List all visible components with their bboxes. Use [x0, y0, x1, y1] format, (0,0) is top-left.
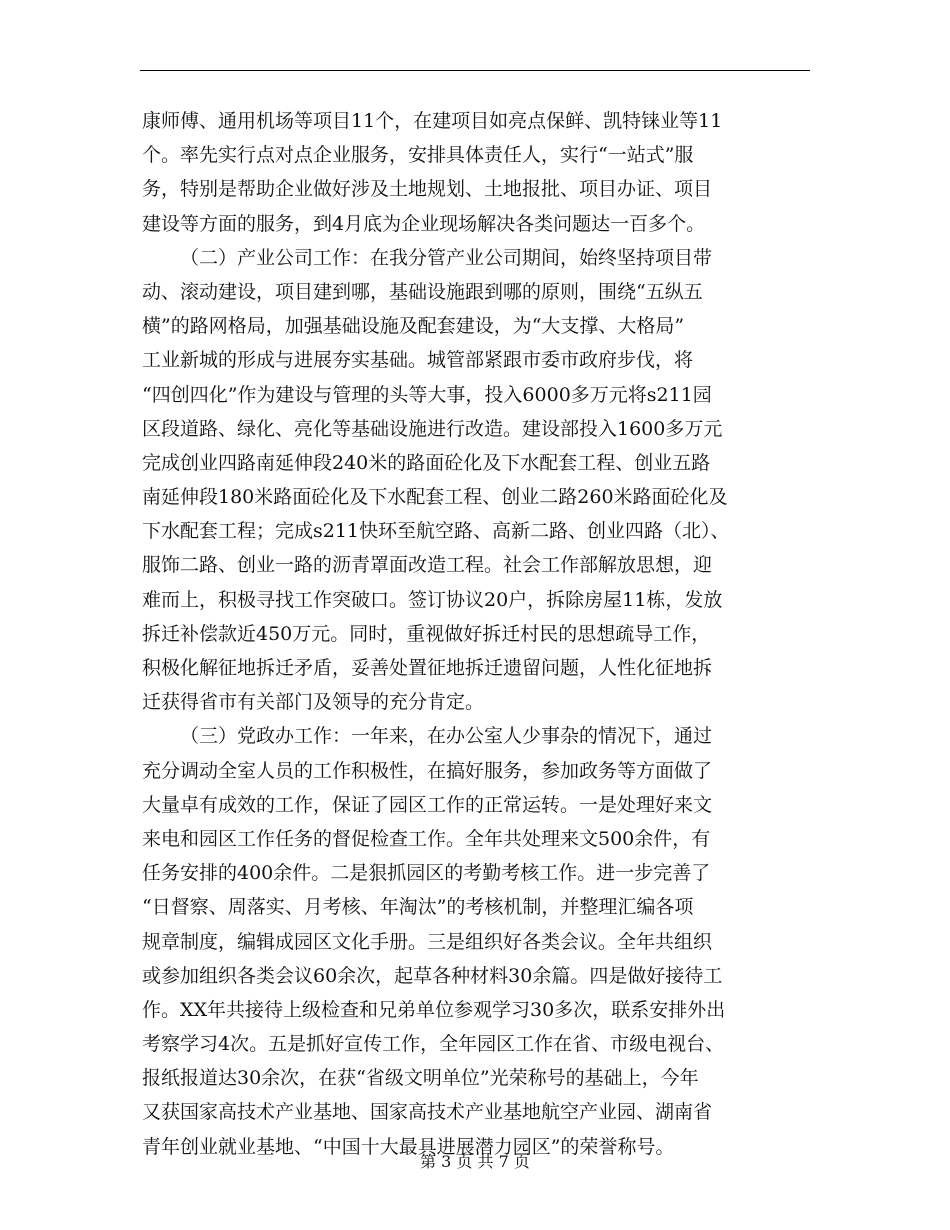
text-line: 规章制度，编辑成园区文化手册。三是组织好各类会议。全年共组织 [142, 930, 713, 953]
text-line: “日督察、周落实、月考核、年淘汰”的考核机制，并整理汇编各项 [142, 896, 694, 919]
header-rule [140, 70, 810, 71]
text-line: 大量卓有成效的工作，保证了园区工作的正常运转。一是处理好来文 [142, 793, 713, 816]
text-line: 下水配套工程；完成s211快环至航空路、高新二路、创业四路（北）、 [142, 520, 730, 543]
text-line: 报纸报道达30余次，在获“省级文明单位”光荣称号的基础上，今年 [142, 1067, 699, 1090]
text-line: 青年创业就业基地、“中国十大最具进展潜力园区”的荣誉称号。 [142, 1135, 675, 1158]
text-line: 南延伸段180米路面砼化及下水配套工程、创业二路260米路面砼化及 [142, 486, 728, 509]
document-body [142, 104, 810, 1164]
paragraph-first-line: （三）党政办工作：一年来，在办公室人少事杂的情况下，通过 [180, 725, 713, 748]
text-line: 来电和园区工作任务的督促检查工作。全年共处理来文500余件，有 [142, 827, 711, 850]
text-line: 积极化解征地拆迁矛盾，妥善处置征地拆迁遗留问题，人性化征地拆 [142, 657, 713, 679]
text-line: 工业新城的形成与进展夯实基础。城管部紧跟市委市政府步伐，将 [142, 349, 694, 372]
text-line: 务，特别是帮助企业做好涉及土地规划、土地报批、项目办证、项目 [142, 178, 713, 201]
text-line: 作。XX年共接待上级检查和兄弟单位参观学习30多次，联系安排外出 [142, 998, 726, 1021]
text-line: 动、滚动建设，项目建到哪，基础设施跟到哪的原则，围绕“五纵五 [142, 280, 703, 303]
text-line: 或参加组织各类会议60余次，起草各种材料30余篇。四是做好接待工 [142, 964, 723, 987]
text-line: 横”的路网格局，加强基础设施及配套建设，为“大支撑、大格局” [142, 315, 685, 338]
text-line: 考察学习4次。五是抓好宣传工作，全年园区工作在省、市级电视台、 [142, 1033, 725, 1056]
text-line: 拆迁补偿款近450万元。同时，重视做好拆迁村民的思想疏导工作， [142, 622, 711, 645]
paragraph-first-line: （二）产业公司工作：在我分管产业公司期间，始终坚持项目带 [180, 246, 713, 269]
text-line: 又获国家高技术产业基地、国家高技术产业基地航空产业园、湖南省 [142, 1101, 713, 1124]
text-line: 迁获得省市有关部门及领导的充分肯定。 [142, 691, 485, 714]
text-line: 任务安排的400余件。二是狠抓园区的考勤考核工作。进一步完善了 [142, 862, 711, 885]
text-line: “四创四化”作为建设与管理的头等大事，投入6000多万元将s211园 [142, 383, 712, 406]
text-line: 难而上，积极寻找工作突破口。签订协议20户，拆除房屋11栋，发放 [142, 588, 723, 611]
text-line: 康师傅、通用机场等项目11个，在建项目如亮点保鲜、凯特铼业等11 [142, 110, 723, 132]
text-line: 区段道路、绿化、亮化等基础设施进行改造。建设部投入1600多万元 [142, 417, 723, 440]
text-line: 建设等方面的服务，到4月底为企业现场解决各类问题达一百多个。 [142, 212, 706, 235]
text-line: 完成创业四路南延伸段240米的路面砼化及下水配套工程、创业五路 [142, 451, 711, 474]
text-line: 服饰二路、创业一路的沥青罩面改造工程。社会工作部解放思想，迎 [142, 554, 713, 577]
text-line: 个。率先实行点对点企业服务，安排具体责任人，实行“一站式”服 [142, 144, 694, 167]
page-number-footer: 第 3 页 共 7 页 [420, 1152, 530, 1171]
text-line: 充分调动全室人员的工作积极性，在搞好服务，参加政务等方面做了 [142, 759, 713, 782]
